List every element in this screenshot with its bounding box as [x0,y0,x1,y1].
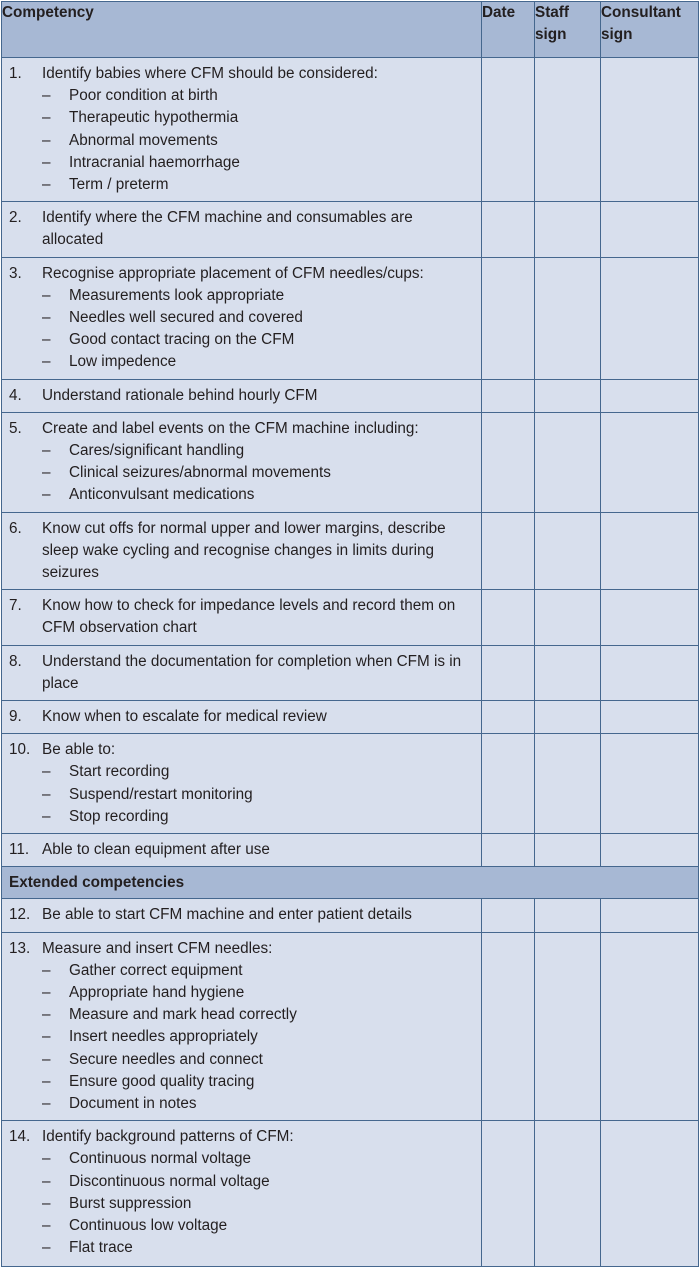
item-number: 7. [9,597,22,615]
bullet-dash-icon: – [42,153,51,171]
date-cell[interactable] [482,412,535,512]
sub-item-text: Secure needles and connect [69,1050,263,1068]
date-cell[interactable] [482,645,535,700]
bullet-dash-icon: – [42,807,51,825]
competency-item [2,58,481,201]
item-text: Able to clean equipment after use [42,841,270,859]
date-cell[interactable] [482,512,535,590]
bullet-dash-icon: – [42,1006,51,1024]
sub-item [42,1071,475,1093]
competency-row [2,512,699,590]
sub-item-text: Stop recording [69,807,169,825]
bullet-dash-icon: – [42,961,51,979]
competency-row [2,701,699,734]
item-text: Recognise appropriate placement of CFM needles/cups: [42,264,424,282]
sub-item [42,1093,475,1115]
item-number: 5. [9,419,22,437]
competency-cell [2,257,482,379]
sub-item-text: Good contact tracing on the CFM [69,331,295,349]
table-body [2,58,699,1267]
sub-item [42,982,475,1004]
bullet-dash-icon: – [42,785,51,803]
item-text: Know how to check for impedance levels and record them on CFM observation chart [42,597,456,637]
sub-item [42,351,475,373]
sub-item-text: Appropriate hand hygiene [69,983,245,1001]
header-staff-sign: Staff sign [535,2,601,58]
staff-sign-cell[interactable] [535,257,601,379]
date-cell[interactable] [482,379,535,412]
sub-item [42,85,475,107]
sub-item [42,784,475,806]
competency-cell [2,701,482,734]
sub-item-text: Needles well secured and covered [69,309,303,327]
competency-row [2,58,699,202]
staff-sign-cell[interactable] [535,701,601,734]
sub-item [42,1148,475,1170]
date-cell[interactable] [482,701,535,734]
consultant-sign-cell[interactable] [601,645,699,700]
sub-item-text: Ensure good quality tracing [69,1072,255,1090]
sub-item-text: Suspend/restart monitoring [69,785,253,803]
consultant-sign-cell[interactable] [601,1121,699,1267]
date-cell[interactable] [482,590,535,645]
staff-sign-cell[interactable] [535,58,601,202]
consultant-sign-cell[interactable] [601,899,699,932]
item-text: Identify where the CFM machine and consumables are allocated [42,209,413,249]
sub-item [42,440,475,462]
staff-sign-cell[interactable] [535,932,601,1121]
competency-item [2,413,481,512]
consultant-sign-cell[interactable] [601,58,699,202]
item-text: Know when to escalate for medical review [42,708,327,726]
item-text: Understand rationale behind hourly CFM [42,386,318,404]
item-number: 11. [9,841,30,859]
staff-sign-cell[interactable] [535,202,601,257]
item-number: 3. [9,264,22,282]
competency-cell [2,379,482,412]
consultant-sign-cell[interactable] [601,834,699,867]
sub-item [42,1004,475,1026]
sub-item-text: Therapeutic hypothermia [69,109,239,127]
bullet-dash-icon: – [42,1072,51,1090]
competency-row [2,590,699,645]
competency-cell [2,734,482,834]
sub-item [42,174,475,196]
consultant-sign-cell[interactable] [601,734,699,834]
sub-item [42,1049,475,1071]
sub-item-text: Low impedence [69,353,177,371]
bullet-dash-icon: – [42,353,51,371]
item-text: Identify background patterns of CFM: [42,1128,294,1146]
item-number: 4. [9,386,22,404]
staff-sign-cell[interactable] [535,590,601,645]
consultant-sign-cell[interactable] [601,257,699,379]
item-number: 14. [9,1128,31,1146]
competency-cell [2,512,482,590]
bullet-dash-icon: – [42,1216,51,1234]
date-cell[interactable] [482,834,535,867]
competency-item [2,202,481,256]
item-number: 10. [9,741,31,759]
bullet-dash-icon: – [42,331,51,349]
consultant-sign-cell[interactable] [601,412,699,512]
item-number: 13. [9,939,31,957]
sub-item [42,960,475,982]
date-cell[interactable] [482,257,535,379]
consultant-sign-cell[interactable] [601,202,699,257]
competency-item [2,380,481,412]
consultant-sign-cell[interactable] [601,590,699,645]
sub-item-text: Burst suppression [69,1194,192,1212]
bullet-dash-icon: – [42,309,51,327]
competency-item [2,513,481,590]
date-cell[interactable] [482,899,535,932]
competency-row [2,202,699,257]
header-competency: Competency [2,2,482,58]
bullet-dash-icon: – [42,1239,51,1257]
sub-item-text: Cares/significant handling [69,442,245,460]
header-date: Date [482,2,535,58]
sub-item-text: Continuous low voltage [69,1216,228,1234]
sub-item-text: Measurements look appropriate [69,286,285,304]
bullet-dash-icon: – [42,763,51,781]
competency-cell [2,202,482,257]
bullet-dash-icon: – [42,442,51,460]
sub-item [42,329,475,351]
item-text: Create and label events on the CFM machine including: [42,419,419,437]
date-cell[interactable] [482,932,535,1121]
sub-item [42,152,475,174]
item-text: Be able to: [42,741,116,759]
date-cell[interactable] [482,58,535,202]
bullet-dash-icon: – [42,87,51,105]
sub-item-text: Insert needles appropriately [69,1028,258,1046]
competency-item [2,899,481,931]
sub-item-text: Document in notes [69,1094,197,1112]
sub-item [42,484,475,506]
date-cell[interactable] [482,202,535,257]
competency-item [2,258,481,379]
competency-row [2,645,699,700]
item-number: 8. [9,652,22,670]
item-text: Understand the documentation for completion when CFM is in place [42,652,462,692]
item-text: Be able to start CFM machine and enter patient details [42,906,412,924]
sub-item [42,1171,475,1193]
competency-item [2,1121,481,1264]
competency-row [2,257,699,379]
bullet-dash-icon: – [42,1050,51,1068]
consultant-sign-cell[interactable] [601,701,699,734]
competency-item [2,590,481,644]
sub-item-text: Gather correct equipment [69,961,243,979]
competency-row [2,932,699,1121]
bullet-dash-icon: – [42,286,51,304]
competency-item [2,646,481,700]
date-cell[interactable] [482,734,535,834]
sub-item [42,1193,475,1215]
staff-sign-cell[interactable] [535,1121,601,1267]
competency-row [2,379,699,412]
staff-sign-cell[interactable] [535,834,601,867]
competency-item [2,834,481,866]
sub-item-text: Intracranial haemorrhage [69,153,240,171]
item-number: 1. [9,65,22,82]
extended-competencies-row [2,867,699,899]
bullet-dash-icon: – [42,464,51,482]
bullet-dash-icon: – [42,131,51,149]
competency-cell [2,590,482,645]
competency-item [2,701,481,733]
competency-row [2,734,699,834]
sub-item-text: Abnormal movements [69,131,218,149]
item-text: Identify babies where CFM should be considered: [42,65,378,82]
item-number: 12. [9,906,31,924]
competency-cell [2,932,482,1121]
competency-item [2,734,481,833]
bullet-dash-icon: – [42,1028,51,1046]
bullet-dash-icon: – [42,1194,51,1212]
staff-sign-cell[interactable] [535,512,601,590]
sub-item [42,806,475,828]
sub-item-text: Start recording [69,763,170,781]
sub-item [42,1215,475,1237]
item-number: 9. [9,708,22,726]
item-text: Measure and insert CFM needles: [42,939,273,957]
bullet-dash-icon: – [42,1172,51,1190]
competency-cell [2,412,482,512]
sub-item [42,285,475,307]
competency-cell [2,58,482,202]
sub-item [42,761,475,783]
consultant-sign-cell[interactable] [601,379,699,412]
competency-table [1,1,699,1267]
staff-sign-cell[interactable] [535,734,601,834]
competency-row [2,834,699,867]
bullet-dash-icon: – [42,1094,51,1112]
header-consultant-sign: Consultant sign [601,2,699,58]
competency-cell [2,899,482,932]
staff-sign-cell[interactable] [535,412,601,512]
sub-item-text: Anticonvulsant medications [69,486,255,504]
sub-item [42,1026,475,1048]
sub-item-text: Continuous normal voltage [69,1150,251,1168]
consultant-sign-cell[interactable] [601,932,699,1121]
sub-item-text: Term / preterm [69,176,169,194]
sub-item [42,1237,475,1259]
staff-sign-cell[interactable] [535,899,601,932]
competency-cell [2,1121,482,1267]
sub-item-text: Measure and mark head correctly [69,1006,297,1024]
sub-item-text: Flat trace [69,1239,133,1257]
extended-competencies-heading: Extended competencies [2,867,699,899]
sub-item-text: Discontinuous normal voltage [69,1172,270,1190]
bullet-dash-icon: – [42,486,51,504]
date-cell[interactable] [482,1121,535,1267]
sub-item [42,130,475,152]
competency-row [2,899,699,932]
item-text: Know cut offs for normal upper and lower margins, describe sleep wake cycling and recognise changes in limits during seizures [42,519,446,582]
sub-item [42,462,475,484]
staff-sign-cell[interactable] [535,379,601,412]
item-number: 2. [9,209,22,227]
bullet-dash-icon: – [42,1150,51,1168]
staff-sign-cell[interactable] [535,645,601,700]
sub-item [42,307,475,329]
item-number: 6. [9,519,22,537]
competency-item [2,933,481,1121]
competency-row [2,412,699,512]
sub-item-text: Poor condition at birth [69,87,218,105]
bullet-dash-icon: – [42,176,51,194]
competency-cell [2,645,482,700]
sub-item-text: Clinical seizures/abnormal movements [69,464,331,482]
competency-row [2,1121,699,1267]
bullet-dash-icon: – [42,109,51,127]
consultant-sign-cell[interactable] [601,512,699,590]
competency-cell [2,834,482,867]
header-row [2,2,699,58]
bullet-dash-icon: – [42,983,51,1001]
sub-item [42,107,475,129]
